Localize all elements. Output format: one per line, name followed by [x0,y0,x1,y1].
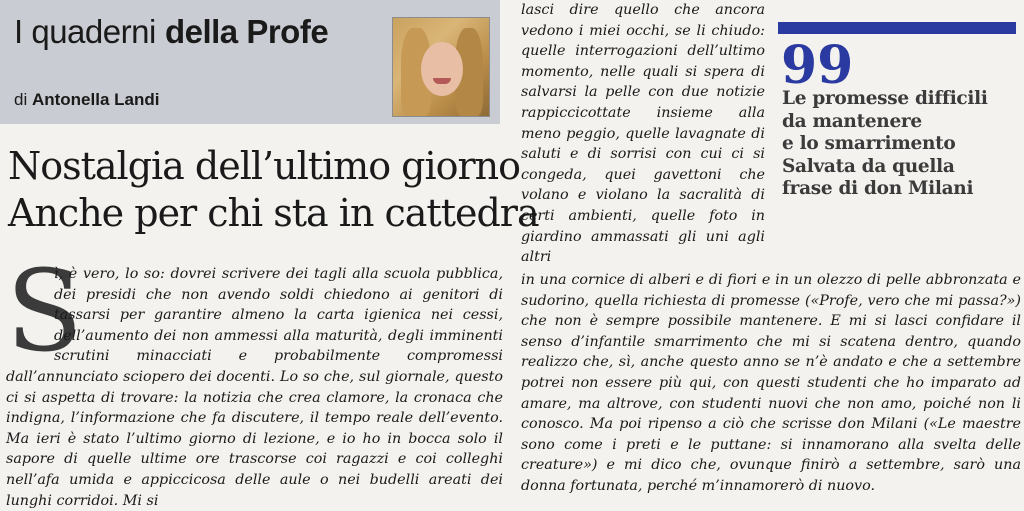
column-name-bold: della Profe [164,13,329,50]
body-left-text: ì, è vero, lo so: dovrei scrivere dei tagli alla scuola pubblica, dei presidi che non avendo soldi chiedono ai genitori di tassarsi per garantire almeno la carta igienica nei cessi, dell’aumento dei non ammessi alla maturità, degli imminenti scrutini minacciati e probabilmente compromessi dall’annunciato sciopero dei docenti. Lo so che, sul giornale, questo ci si aspetta di trovare: la notizia che crea clamore, la cronaca che indigna, l’informazione che fa discutere, il tempo reale dell’evento. Ma ieri è stato l’ultimo giorno di lezione, e io ho in bocca solo il sapore di quelle ultime ore trascorse coi ragazzi e coi colleghi nell’afa umida e appiccicosa delle aule o nei budelli areati dei lunghi corridoi. Mi si [6,266,503,509]
article-headline [8,143,539,237]
column-header-band [0,0,500,124]
article-body-left [6,247,503,511]
body-right-text: in una cornice di alberi e di fiori e in un olezzo di pelle abbronzata e sudorino, quella richiesta di promesse («Profe, vero che mi passa?») che non è sempre possibile mantenere. E mi si lasci confidare il senso d’infantile smarrimento che mi si scatena dentro, quando realizzo che, sì, anche questo anno se n’è andato e che a settembre potrei non essere più qui, con questi studenti che ho imparato ad amare, ma altrove, con studenti nuovi che non amo, poiché non li conosco. Ma poi ripenso a ciò che scrisse don Milani («Le maestre sono come i preti e le puttane: si innamorano alla svelta delle creature») e mi dico che, ovunque finirò a settembre, sarò una donna fortunata, perché m’innamorerò di nuovo. [521,272,1021,494]
article-body-middle [521,0,765,268]
quote-mark-icon: 99 [781,35,854,96]
pull-quote-line: Le promesse difficili [782,88,988,109]
byline-prefix: di [14,90,28,109]
author-name: Antonella Landi [31,90,160,109]
pull-quote [778,22,1016,240]
pull-quote-line: e lo smarrimento [782,133,956,154]
pull-quote-line: Salvata da quella [782,155,955,177]
pull-quote-line: frase di don Milani [782,178,974,199]
headline-line-2: Anche per chi sta in cattedra [8,191,539,235]
headline-line-1: Nostalgia dell’ultimo giorno [8,144,521,188]
body-mid-text: lasci dire quello che ancora vedono i miei occhi, se li chiudo: quelle interrogazioni dell’ultimo momento, nelle quali si spera di salvarsi la pelle con due notizie rappiccicottate insieme alla meno peggio, quelle lavagnate di saluti e di sorrisi con cui ci si congeda, quei gavettoni che volano e violano la sacralità di certi ambienti, quelle foto in giardino ammassati gli uni agli altri [521,2,765,266]
article-body-right [521,270,1021,497]
pull-quote-text [782,88,1014,201]
pull-quote-line: da mantenere [782,110,922,132]
portrait-face [421,42,463,96]
pull-quote-bar [778,22,1016,34]
byline [14,90,159,110]
author-portrait-icon [392,17,490,117]
column-name-light: I quaderni [14,13,156,50]
drop-cap: S [6,247,83,377]
column-name [14,12,328,52]
